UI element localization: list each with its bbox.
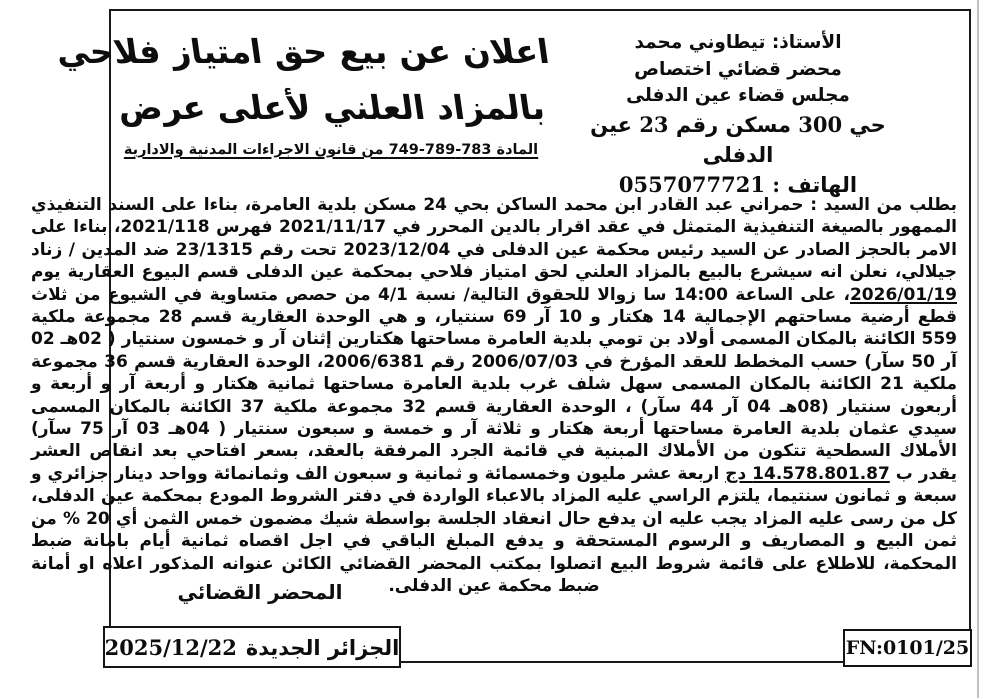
body-part-2: ، على الساعة 14:00 سا زوالا للحقوق التالية/ نسبة 4/1 من حصص متساوية في الشيوع من ثلاث قطع أرضية مساحتهم الإجمالية 14 هكتار و 10 آر 69 سنتيار، و هي الوحدة العقارية قسم 28 مجموعة ملكية 559 الكائنة بالمكان المسمى أولاد بن تومي بلدية العامرة مساحتها هكتارين إثنان آر و خمسون سنتيار ( 02هـ 02 آر 50 سآر) حسب المخطط للعقد المؤرخ في 2006/07/03 رقم 2006/6381، الوحدة العقارية قسم 36 مجموعة ملكية 21 الكائنة بالمكان المسمى سهل شلف غرب بلدية العامرة مساحتها ثمانية هكتار و أربعة آر و أربعة و أربعون سنتيار (08هـ 04 آر 44 سآر) ، الوحدة العقارية قسم 32 مجموعة ملكية 37 الكائنة بالمكان المسمى سيدي عثمان بلدية العامرة مساحتها أربعة هكتار و ثلاثة آر و خمسة و سبعون سنتيار ( 04هـ 03 آر 75 سآر) الأملاك السطحية تتكون من الأملاك المبنية في قائمة الجرد المرفقة بالعقد، بسعر افتاحي بعد انقاص العشر يقدر ب	[31, 284, 957, 484]
officer-name: الأستاذ: تيطاوني محمد	[634, 32, 842, 53]
notice-title-line-1: اعلان عن بيع حق امتياز فلاحي	[53, 32, 552, 71]
file-number: FN:0101/25	[845, 637, 970, 659]
notice-title-block	[53, 24, 552, 158]
officer-address: حي 300 مسكن رقم 23 عين الدفلى	[590, 111, 886, 167]
judicial-council: مجلس قضاء عين الدفلى	[626, 85, 850, 106]
publication-date: 2025/12/22	[104, 634, 237, 660]
legal-reference: المادة 783-789-749 من قانون الاجراءات المدنية والادارية	[123, 142, 539, 158]
newspaper-name: الجزائر الجديدة	[245, 634, 400, 660]
auction-date: 2026/01/19	[849, 284, 958, 305]
newspaper-date-box	[103, 626, 401, 668]
body-part-1: بطلب من السيد : حمراني عبد القادر ابن محمد الساكن بحي 24 مسكن بلدية العامرة، بناءا على السند التنفيذي الممهور بالصيغة التنفيذية المتمثل في عقد اقرار بالدين المحرر في 2021/11/17 فهرس 2021/118، بناءا على الامر بالحجز الصادر عن السيد رئيس محكمة عين الدفلى في 2023/12/04 تحت رقم 23/1315 ضد المدين / زناد جيلالي، نعلن انه سيشرع بالبيع بالمزاد العلني لحق امتياز فلاحي بمحكمة عين الدفلى قسم البيوع العقارية يوم	[31, 195, 958, 283]
file-number-box	[843, 629, 972, 667]
notice-title-line-2: بالمزاد العلني لأعلى عرض	[114, 88, 547, 127]
officer-phone: الهاتف : 0557077721	[618, 171, 858, 197]
scan-page-edge	[977, 0, 979, 698]
opening-price: 14.578.801.87 دج	[725, 463, 890, 484]
officer-role: محضر قضائي اختصاص	[634, 58, 842, 80]
notice-body-paragraph	[31, 194, 957, 597]
bailiff-signature: المحضر القضائي	[177, 580, 343, 604]
body-part-3: اربعة عشر مليون وخمسمائة و ثمانية و سبعون الف وثمانمائة وواحد دينار جزائري و سبعة و ثمانون سنتيما، يلتزم الراسي عليه المزاد بالاعباء الواردة في دفتر الشروط المودع بمحكمة عين الدفلى، كل من رسى عليه المزاد يجب عليه ان يدفع حال انعقاد الجلسة بواسطة شيك مضمون خمس الثمن أي 20 % من ثمن البيع و المصاريف و الرسوم المستحقة و يدفع المبلغ الباقي في اجل اقصاه ثمانية أيام بامانة ضبط المحكمة، للاطلاع على قائمة شروط البيع اتصلوا بمكتب المحضر القضائي الكائن عنوانه المذكور اعلاه او أمانة ضبط محكمة عين الدفلى.	[31, 463, 957, 596]
officer-contact-block	[562, 30, 914, 200]
